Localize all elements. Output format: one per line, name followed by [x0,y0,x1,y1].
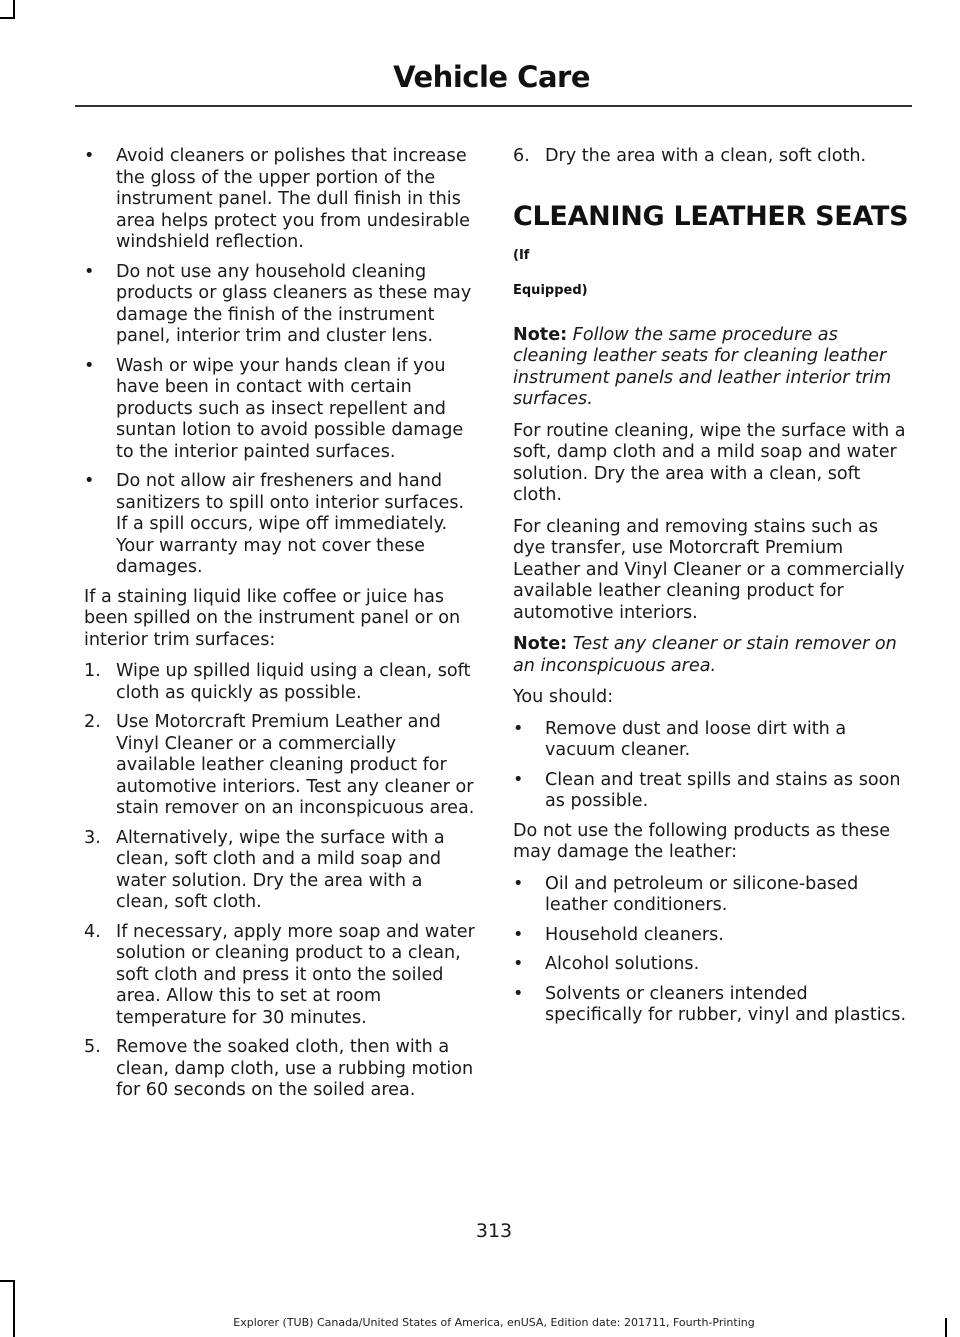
left-column [84,146,476,1110]
spill-paragraph: If a staining liquid like coffee or juice has been spilled on the instrument panel or on interior trim surfaces: [84,586,461,650]
bullet-text: Solvents or cleaners intended specifically for rubber, vinyl and plastics. [545,983,907,1025]
note-label: Note: [513,634,568,654]
step-item [84,828,476,914]
bullet-text: Household cleaners. [545,924,724,945]
bullet-marker: • [513,769,524,790]
section-heading-qualifier-cont: Equipped) [513,282,588,298]
page-number: 313 [475,1220,513,1242]
step-number: 5. [84,1037,101,1057]
list-item [513,770,910,813]
right-column [513,146,910,1035]
step-number: 6. [513,146,530,166]
bullet-text: Avoid cleaners or polishes that increase the gloss of the upper portion of the instrument panel. The dull finish in this area helps protect you from undesirable windshield reflection. [116,146,470,252]
crop-mark-bottom-left-h [0,1280,15,1282]
step-item [84,1037,476,1102]
bullet-text: Remove dust and loose dirt with a vacuum cleaner. [545,718,847,760]
step-item [84,712,476,820]
crop-mark-top-left [13,0,15,18]
bullet-marker: • [513,873,524,894]
section-heading [513,200,910,273]
step-item [84,661,476,704]
step-text: Wipe up spilled liquid using a clean, soft cloth as quickly as possible. [116,661,471,703]
list-item [84,262,476,348]
bullet-marker: • [513,718,524,739]
list-item [513,719,910,762]
note-text: Test any cleaner or stain remover on an inconspicuous area. [513,634,897,676]
step-item [513,146,910,168]
header-divider [75,105,912,107]
step-text: Dry the area with a clean, soft cloth. [545,146,867,166]
step-number: 2. [84,712,101,732]
step-text: Use Motorcraft Premium Leather and Vinyl Cleaner or a commercially available leather cleaning product for automotive interiors. Test any cleaner or stain remover on an inconspicuous area. [116,712,475,818]
bullet-marker: • [84,355,95,376]
stain-removal-paragraph: For cleaning and removing stains such as dye transfer, use Motorcraft Premium Leather and Vinyl Cleaner or a commercially available leather cleaning product for automotive interiors. [513,516,905,623]
crop-mark-top-left-h [0,17,15,19]
list-item [84,471,476,579]
do-not-use-paragraph: Do not use the following products as these may damage the leather: [513,820,891,862]
bullet-marker: • [84,471,95,491]
bullet-marker: • [84,146,95,166]
list-item [513,984,910,1027]
note [513,325,910,411]
bullet-text: Alcohol solutions. [545,954,700,974]
footer-edition-info: Explorer (TUB) Canada/United States of America, enUSA, Edition date: 201711, Fourth-Printing [233,1316,755,1329]
list-item [84,146,476,254]
step-text: Alternatively, wipe the surface with a clean, soft cloth and a mild soap and water solution. Dry the area with a clean, soft cloth. [116,827,445,912]
note-text: Follow the same procedure as cleaning leather seats for cleaning leather instrument panels and leather interior trim surfaces. [513,324,892,409]
page-title: Vehicle Care [393,60,590,94]
step-number: 3. [84,827,101,848]
bullet-text: Do not allow air fresheners and hand sanitizers to spill onto interior surfaces. If a spill occurs, wipe off immediately. Your warranty may not cover these damages. [116,471,465,577]
list-item [84,356,476,464]
section-heading-qualifier: (If [513,247,530,263]
note [513,634,910,677]
routine-cleaning-paragraph: For routine cleaning, wipe the surface with a soft, damp cloth and a mild soap and water solution. Dry the area with a clean, soft cloth. [513,420,906,505]
bullet-marker: • [513,924,524,945]
bullet-marker: • [513,954,524,974]
step-number: 1. [84,661,101,681]
section-heading-main: CLEANING LEATHER SEATS [513,200,909,232]
list-item [513,874,910,917]
step-item [84,922,476,1030]
step-number: 4. [84,921,101,942]
step-text: If necessary, apply more soap and water solution or cleaning product to a clean, soft cloth and press it onto the soiled area. Allow this to set at room temperature for 30 minutes. [116,921,475,1028]
bullet-text: Do not use any household cleaning products or glass cleaners as these may damage the finish of the instrument panel, interior trim and cluster lens. [116,261,472,346]
bullet-text: Oil and petroleum or silicone-based leather conditioners. [545,873,859,915]
you-should-label: You should: [513,687,614,707]
bullet-text: Wash or wipe your hands clean if you have been in contact with certain products such as insect repellent and suntan lotion to avoid possible damage to the interior painted surfaces. [116,355,464,462]
list-item [513,925,910,947]
bullet-text: Clean and treat spills and stains as soon as possible. [545,769,901,811]
step-text: Remove the soaked cloth, then with a clean, damp cloth, use a rubbing motion for 60 seconds on the soiled area. [116,1037,474,1100]
note-label: Note: [513,324,568,345]
bullet-marker: • [513,983,524,1004]
list-item [513,954,910,976]
bullet-marker: • [84,261,95,282]
